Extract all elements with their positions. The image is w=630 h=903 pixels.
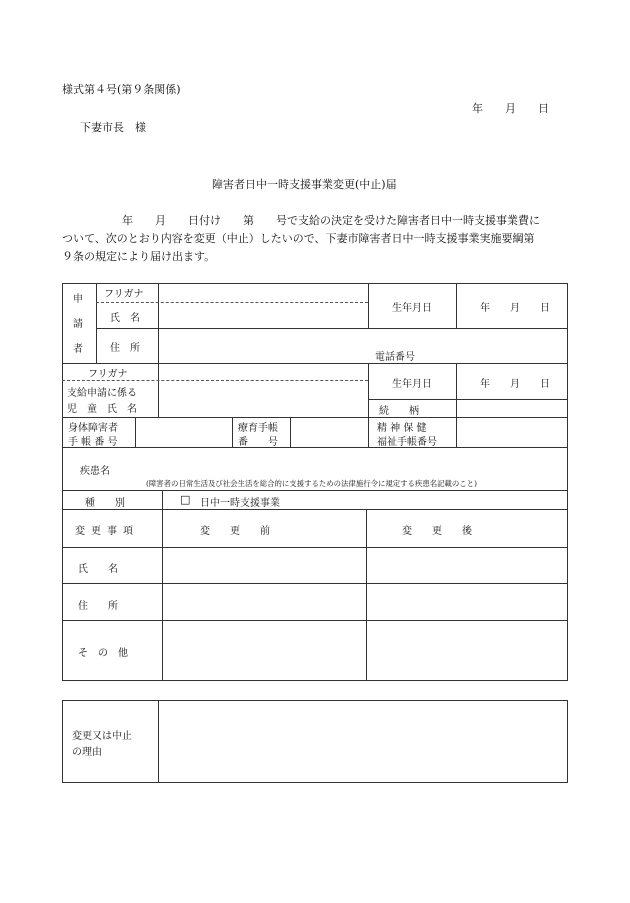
applicant-birthdate-value: 年 月 日: [480, 303, 550, 314]
child-birthdate-label: 生年月日: [392, 379, 432, 390]
type-checkbox[interactable]: □: [180, 493, 191, 506]
addressee: 下妻市長 様: [80, 121, 146, 134]
type-label: 種 別: [85, 498, 125, 509]
child-label-line-1: 支給申請に係る: [67, 388, 137, 399]
applicant-furigana-label: フリガナ: [104, 289, 144, 300]
intro-line-1: 年 月 日付け 第 号で支給の決定を受けた障害者日中一時支援事業費に: [122, 214, 540, 227]
child-label-line-2: 児 童 氏 名: [67, 404, 137, 415]
change-row-other: そ の 他: [78, 648, 128, 659]
changes-header-before: 変 更 前: [200, 526, 270, 537]
document-title: 障害者日中一時支援事業変更(中止)届: [212, 178, 397, 191]
changes-header-after: 変 更 後: [402, 526, 472, 537]
applicant-phone-label: 電話番号: [375, 352, 415, 363]
type-value: 日中一時支援事業: [200, 498, 280, 509]
change-row-address: 住 所: [78, 601, 118, 612]
reason-label-line-2: の理由: [72, 747, 102, 758]
child-relation-label: 続 柄: [379, 406, 419, 417]
disease-note: (障害者の日常生活及び社会生活を総合的に支援するための法律施行令に規定する疾患名記載のこと): [146, 479, 477, 488]
form-number: 様式第４号(第９条関係): [62, 83, 181, 96]
child-birthdate-value: 年 月 日: [480, 379, 550, 390]
applicant-label-char-3: 者: [73, 344, 83, 355]
applicant-label-char-1: 申: [73, 294, 83, 305]
reason-label-line-1: 変更又は中止: [72, 731, 132, 742]
submission-date: 年 月 日: [472, 102, 549, 115]
applicant-label-char-2: 請: [73, 319, 83, 330]
intro-line-3: ９条の規定により届け出ます。: [62, 250, 216, 263]
rehab-handbook-label-1: 療育手帳: [238, 423, 278, 434]
intro-line-2: ついて、次のとおり内容を変更（中止）したいので、下妻市障害者日中一時支援事業実施要綱第: [62, 232, 535, 245]
mental-handbook-label-2: 福祉手帳番号: [377, 437, 437, 448]
change-row-name: 氏 名: [78, 564, 118, 575]
changes-header-item: 変更事項: [75, 526, 139, 537]
mental-handbook-label-1: 精 神 保 健: [377, 423, 427, 434]
applicant-name-label: 氏 名: [110, 313, 140, 324]
applicant-address-label: 住 所: [110, 343, 140, 354]
applicant-birthdate-label: 生年月日: [392, 303, 432, 314]
child-furigana-label: フリガナ: [88, 369, 128, 380]
disease-label: 疾患名: [80, 466, 110, 477]
physical-handbook-label-2: 手 帳 番 号: [68, 437, 118, 448]
rehab-handbook-label-2: 番 号: [238, 437, 278, 448]
physical-handbook-label-1: 身体障害者: [68, 423, 118, 434]
